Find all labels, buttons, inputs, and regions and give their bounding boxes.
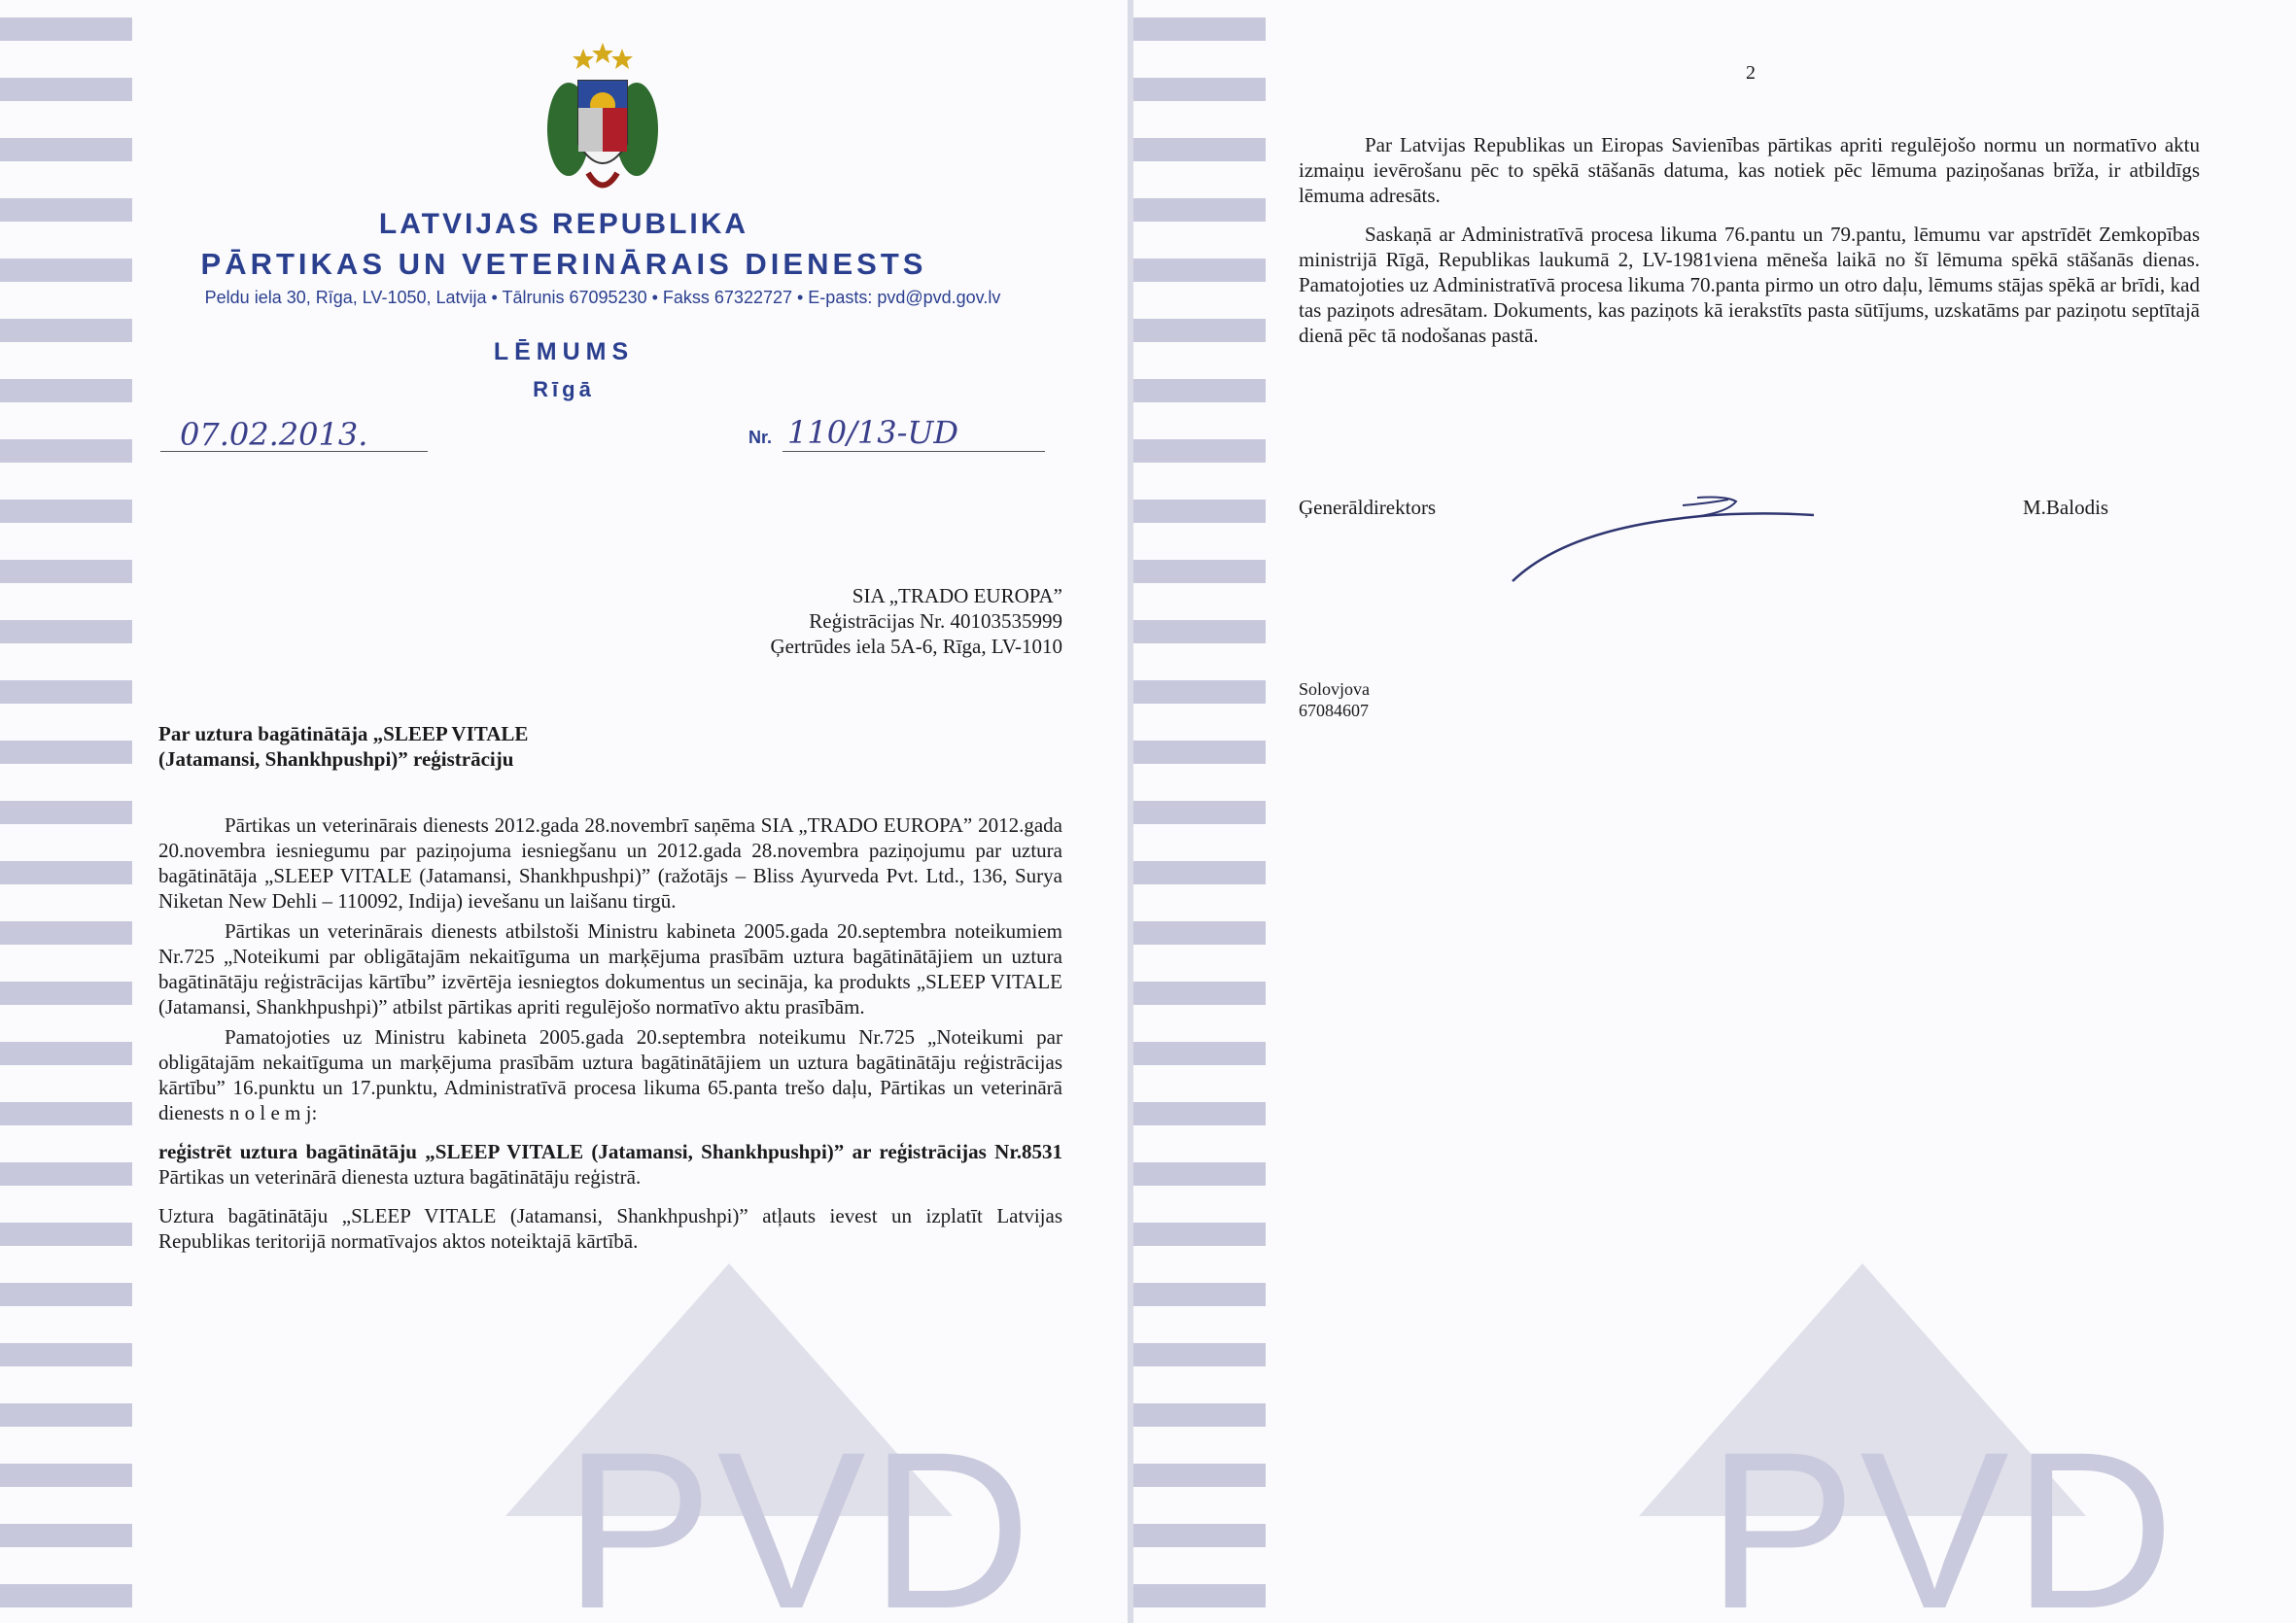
page-number: 2: [1746, 62, 1756, 84]
stripe: [0, 439, 132, 463]
stripe: [0, 1584, 132, 1607]
stripe: [1133, 500, 1266, 523]
stripe: [1133, 1584, 1266, 1607]
number-underline: [783, 451, 1045, 452]
stripe: [0, 1102, 132, 1125]
stripe: [0, 1042, 132, 1065]
document-type: LĒMUMS: [493, 338, 635, 365]
document-city: Rīgā: [533, 377, 595, 401]
number-label: Nr.: [748, 428, 773, 447]
header-republic: LATVIJAS REPUBLIKA: [378, 208, 749, 240]
recipient-address: Ģertrūdes iela 5A-6, Rīga, LV-1010: [770, 635, 1062, 658]
stripe: [0, 1162, 132, 1186]
paragraph-2: Pārtikas un veterinārais dienests atbilstoši Ministru kabineta 2005.gada 20.septembra noteikumiem Nr.725 „Noteikumi par obligātajām nekaitīguma un marķējuma prasībām uztura bagātinātājiem un uztura bagātinātāju reģistrācijas kārtību” izvērtēja iesniegtos dokumentus un secināja, ka produkts „SLEEP VITALE (Jatamansi, Shankhpushpi)” atbilst pārtikas apriti regulējošo normatīvo aktu prasībām.: [158, 919, 1062, 1019]
decision-rest: Pārtikas un veterinārā dienesta uztura bagātinātāju reģistrā.: [158, 1165, 642, 1189]
stripe: [0, 1464, 132, 1487]
stripe: [0, 1343, 132, 1366]
signatory-name: M.Balodis: [2023, 496, 2109, 519]
stripe: [0, 1524, 132, 1547]
stripe: [1133, 620, 1266, 643]
stripe: [1133, 741, 1266, 764]
document-page-1: [0, 0, 1128, 1623]
stripe: [1133, 1042, 1266, 1065]
stripe: [1133, 801, 1266, 824]
stripe: [1133, 138, 1266, 161]
decorative-stripes: [1133, 0, 1270, 1623]
stripe: [1133, 78, 1266, 101]
decorative-stripes: [0, 0, 136, 1623]
stripe: [0, 1403, 132, 1427]
subject-line-1: Par uztura bagātinātāja „SLEEP VITALE: [158, 722, 529, 745]
contact-block: [1299, 678, 1370, 721]
stripe: [1133, 861, 1266, 884]
paragraph-1: Pārtikas un veterinārais dienests 2012.gada 28.novembrī saņēma SIA „TRADO EUROPA” 2012.gada 20.novembra iesniegumu par paziņojuma iesniegšanu un 2012.gada 28.novembra paziņojumu par uztura bagātinātāja „SLEEP VITALE (Jatamansi, Shankhpushpi)” (ražotājs – Bliss Ayurveda Pvt. Ltd., 136, Surya Niketan New Dehli – 110092, Indija) ievešanu un laišanu tirgū.: [158, 813, 1062, 913]
signatory-title: Ģenerāldirektors: [1299, 496, 1437, 519]
stripe: [1133, 1283, 1266, 1306]
stripe: [1133, 1403, 1266, 1427]
stripe: [0, 680, 132, 704]
stripe: [1133, 1464, 1266, 1487]
subject: [158, 721, 528, 772]
stripe: [1133, 1223, 1266, 1246]
handwritten-number: 110/13-UD: [787, 414, 959, 451]
stripe: [1133, 982, 1266, 1005]
stripe: [0, 921, 132, 945]
watermark-text: PVD: [564, 1405, 1035, 1623]
contact-name: Solovjova: [1299, 679, 1371, 699]
contact-phone: 67084607: [1299, 701, 1369, 720]
signature-icon: [1503, 466, 1824, 593]
paragraph-1: Par Latvijas Republikas un Eiropas Savienības pārtikas apriti regulējošo normu un normatīvo aktu izmaiņu ievērošanu pēc to spēkā stāšanās datuma, kas notiek pēc lēmuma paziņošanas brīža, ir atbildīgs lēmuma adresāts.: [1299, 133, 2200, 207]
recipient-name: SIA „TRADO EUROPA”: [852, 584, 1062, 607]
handwritten-date: 07.02.2013.: [180, 416, 368, 453]
document-page-2: [1133, 0, 2296, 1623]
header-service: PĀRTIKAS UN VETERINĀRAIS DIENESTS: [200, 247, 927, 281]
stripe: [0, 560, 132, 583]
watermark-text: PVD: [1707, 1405, 2178, 1623]
paragraph-2: Saskaņā ar Administratīvā procesa likuma 76.pantu un 79.pantu, lēmumu var apstrīdēt Zemkopības ministrijā Rīgā, Republikas laukumā 2, LV-1981viena mēneša laikā no šī lēmuma spēkā stāšanās dienas. Pamatojoties uz Administratīvā procesa likuma 70.panta pirmo un otro daļu, lēmums stājas spēkā ar brīdi, kad tas paziņots adresātam. Dokuments, kas paziņots kā ierakstīts pasta sūtījums, uzskatāms par paziņotu septītajā dienā pēc tā nodošanas pastā.: [1299, 223, 2200, 347]
stripe: [1133, 921, 1266, 945]
stripe: [1133, 379, 1266, 402]
stripe: [0, 741, 132, 764]
stripe: [1133, 680, 1266, 704]
body-text-2: [1299, 132, 2200, 348]
body-text: [158, 812, 1062, 1254]
paragraph-decision: [158, 1139, 1062, 1190]
stripe: [0, 78, 132, 101]
stripe: [1133, 1102, 1266, 1125]
stripe: [0, 620, 132, 643]
stripe: [1133, 259, 1266, 282]
stripe: [1133, 1162, 1266, 1186]
stripe: [0, 500, 132, 523]
stripe: [0, 801, 132, 824]
stripe: [1133, 198, 1266, 222]
paragraph-3: Pamatojoties uz Ministru kabineta 2005.gada 20.septembra noteikumu Nr.725 „Noteikumi par obligātajām nekaitīguma un marķējuma prasībām uztura bagātinātājiem un uztura bagātinātāju reģistrācijas kārtību” 16.punktu un 17.punktu, Administratīvā procesa likuma 65.panta trešo daļu, Pārtikas un veterinārā dienests n o l e m j:: [158, 1025, 1062, 1124]
stripe: [1133, 319, 1266, 342]
stripe: [0, 982, 132, 1005]
stripe: [0, 138, 132, 161]
stripe: [0, 861, 132, 884]
header-contacts: Peldu iela 30, Rīga, LV-1050, Latvija • Tālrunis 67095230 • Fakss 67322727 • E-pasts: pvd@pvd.gov.lv: [204, 288, 1001, 307]
stripe: [0, 1283, 132, 1306]
date-underline: [160, 451, 428, 452]
stripe: [1133, 1343, 1266, 1366]
recipient-reg: Reģistrācijas Nr. 40103535999: [809, 609, 1062, 633]
stripe: [1133, 439, 1266, 463]
stripe: [0, 17, 132, 41]
paragraph-5: Uztura bagātinātāju „SLEEP VITALE (Jatamansi, Shankhpushpi)” atļauts ievest un izplatīt Latvijas Republikas teritorijā normatīvajos aktos noteiktajā kārtībā.: [158, 1204, 1062, 1253]
stripe: [0, 1223, 132, 1246]
coat-of-arms-icon: [539, 37, 666, 212]
subject-line-2: (Jatamansi, Shankhpushpi)” reģistrāciju: [158, 747, 514, 771]
recipient-block: [680, 583, 1062, 659]
stripe: [1133, 1524, 1266, 1547]
decision-bold: reģistrēt uztura bagātinātāju „SLEEP VITALE (Jatamansi, Shankhpushpi)” ar reģistrācijas Nr.8531: [158, 1140, 1062, 1163]
stripe: [1133, 560, 1266, 583]
stripe: [1133, 17, 1266, 41]
